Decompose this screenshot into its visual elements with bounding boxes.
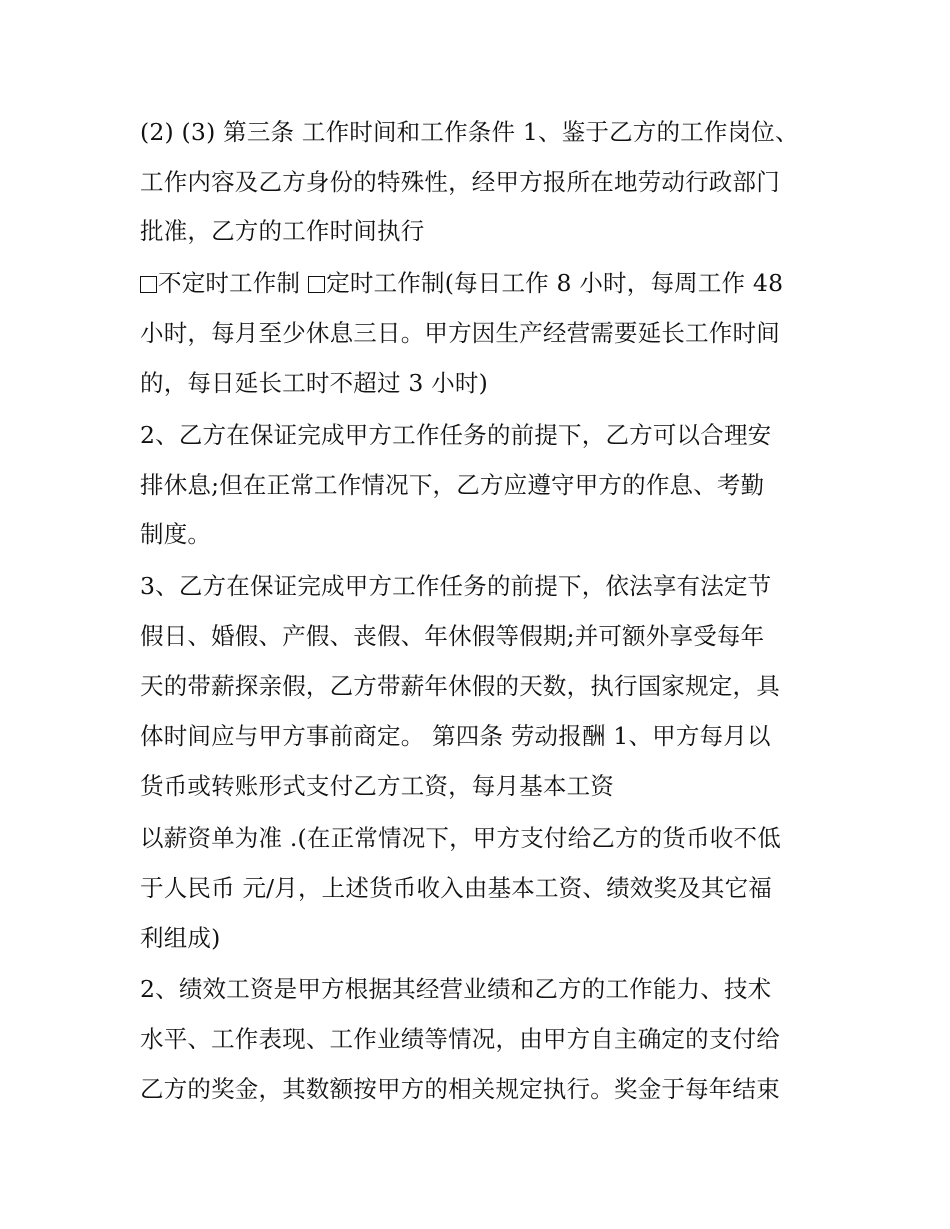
text-line: 货币或转账形式支付乙方工资，每月基本工资 (140, 772, 614, 800)
text-line: 乙方的奖金，其数额按甲方的相关规定执行。奖金于每年结束 (140, 1075, 780, 1103)
text-line: (2) (3) 第三条 工作时间和工作条件 1、鉴于乙方的工作岗位、 (140, 118, 799, 146)
checkbox-line (140, 268, 830, 298)
text-line: 利组成) (140, 924, 221, 952)
text-line: 制度。 (140, 520, 212, 548)
text-line: 水平、工作表现、工作业绩等情况，由甲方自主确定的支付给 (140, 1025, 780, 1053)
checkbox-fixed-hours[interactable] (308, 276, 325, 293)
checkbox-label-fixed: 定时工作制(每日工作 8 小时，每周工作 48 (326, 269, 784, 297)
text-line: 2、乙方在保证完成甲方工作任务的前提下，乙方可以合理安 (140, 421, 772, 449)
text-line: 体时间应与甲方事前商定。 第四条 劳动报酬 1、甲方每月以 (140, 722, 771, 750)
checkbox-indefinite-hours[interactable] (140, 276, 157, 293)
text-line: 以薪资单为准 .(在正常情况下，甲方支付给乙方的货币收不低 (140, 824, 781, 852)
text-line: 的，每日延长工时不超过 3 小时) (140, 369, 488, 397)
text-line: 天的带薪探亲假，乙方带薪年休假的天数，执行国家规定，具 (140, 672, 780, 700)
text-line: 假日、婚假、产假、丧假、年休假等假期;并可额外享受每年 (140, 622, 765, 650)
text-line: 3、乙方在保证完成甲方工作任务的前提下，依法享有法定节 (140, 572, 772, 600)
text-line: 小时，每月至少休息三日。甲方因生产经营需要延长工作时间 (140, 319, 780, 347)
text-line: 批准，乙方的工作时间执行 (140, 217, 425, 245)
text-line: 工作内容及乙方身份的特殊性，经甲方报所在地劳动行政部门 (140, 168, 780, 196)
text-line: 排休息;但在正常工作情况下，乙方应遵守甲方的作息、考勤 (140, 471, 765, 499)
text-line: 2、绩效工资是甲方根据其经营业绩和乙方的工作能力、技术 (140, 975, 772, 1003)
text-line: 于人民币 元/月，上述货币收入由基本工资、绩效奖及其它福 (140, 874, 772, 902)
checkbox-label-indefinite: 不定时工作制 (158, 269, 301, 297)
